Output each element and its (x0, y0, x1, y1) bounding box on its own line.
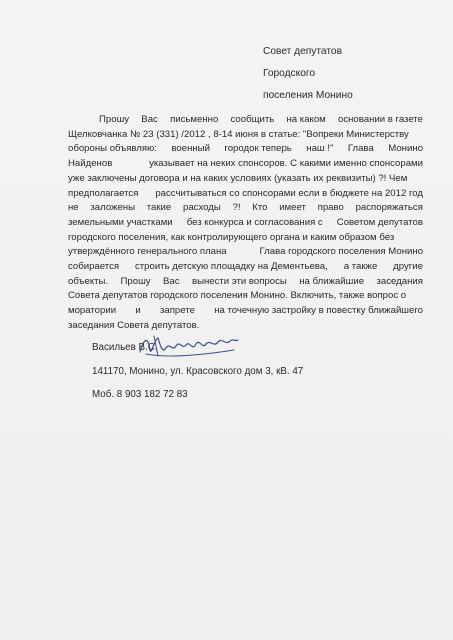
body-word: ?! (232, 202, 241, 214)
body-word: моратории (68, 305, 117, 317)
addressee-line-1: Совет депутатов (263, 46, 342, 57)
body-word: Прошу (120, 275, 151, 287)
body-word: заседания (376, 275, 423, 287)
body-word: Вас (141, 114, 158, 125)
body-word: запрете (160, 305, 195, 317)
body-word: Вас (163, 275, 180, 287)
body-word: вынести эти вопросы (191, 275, 287, 287)
body-word: заседания Совета депутатов. (68, 319, 200, 331)
body-line (68, 289, 423, 304)
body-word: расходы (182, 202, 221, 214)
body-word: Прошу (99, 114, 130, 125)
body-line (68, 216, 423, 231)
letter-body (68, 113, 423, 334)
body-line (68, 260, 423, 275)
body-word: на каком (286, 114, 326, 125)
body-line (68, 172, 423, 187)
body-line (68, 187, 423, 202)
body-word: Щелковчанка № 23 (331) /2012 , 8-14 июня в статье: "Вопреки Министерству (68, 128, 409, 140)
body-word: сообщить (230, 114, 275, 125)
body-line (68, 201, 423, 216)
body-word: и (135, 305, 141, 317)
handwritten-signature (136, 330, 241, 364)
body-line (68, 275, 423, 290)
body-line (68, 128, 423, 143)
body-word: заложены (90, 202, 135, 214)
body-line (68, 245, 423, 260)
body-word: имеет (279, 202, 306, 214)
sender-address: 141170, Монино, ул. Красовского дом 3, кВ. 47 (92, 366, 304, 377)
body-word: строить детскую площадку на Дементьева, (134, 261, 328, 273)
body-word: Глава городского поселения Монино (259, 246, 423, 258)
body-word: а также (343, 261, 378, 273)
body-word: военный (171, 143, 210, 155)
body-word: Глава (347, 143, 374, 155)
signer-name: Васильев В.С. (92, 342, 158, 353)
body-word: распоряжаться (355, 202, 423, 214)
sender-phone: Моб. 8 903 182 72 83 (92, 389, 188, 400)
addressee-line-3: поселения Монино (263, 90, 353, 101)
body-word: объекты. (68, 275, 109, 287)
body-line (68, 304, 423, 319)
body-word: предполагается (68, 187, 139, 199)
addressee-block (263, 41, 353, 107)
body-word: не (68, 202, 79, 214)
body-word: без конкурса и согласования с (186, 216, 323, 228)
body-word: такие (146, 202, 172, 214)
body-word: утверждённого генерального плана (68, 246, 227, 258)
body-word: Совета депутатов городского поселения Монино. Включить, также вопрос о (68, 290, 407, 302)
body-word: право (317, 202, 344, 214)
body-word: рассчитываться со спонсорами если в бюджете на 2012 год (155, 187, 423, 199)
body-word: основании в газете (338, 114, 423, 125)
body-word: указывает на неких спонсоров. С какими именно спонсорами (149, 158, 423, 170)
body-word: Монино (388, 143, 423, 155)
body-line (68, 142, 423, 157)
body-word: другие (393, 261, 423, 273)
body-line (68, 113, 423, 128)
body-word: обороны объявляю: (68, 143, 157, 155)
body-line (68, 157, 423, 172)
addressee-line-2: Городского (263, 68, 316, 79)
body-line (68, 319, 423, 334)
body-word: уже заключены договора и на каких условиях (указать их реквизиты) ?! Чем (68, 172, 408, 184)
body-word: на ближайшие (299, 275, 365, 287)
body-word: земельными участками (68, 216, 173, 228)
body-word: городского поселения, как контролирующего органа и каким образом без (68, 231, 395, 243)
body-line (68, 231, 423, 246)
body-word: городок теперь (224, 143, 292, 155)
body-word: собирается (68, 261, 120, 273)
body-word: Найденов (68, 158, 113, 170)
body-word: наш !" (306, 143, 334, 155)
body-word: письменно (170, 114, 219, 125)
body-word: Кто (252, 202, 268, 214)
body-word: Советом депутатов (336, 216, 423, 228)
body-word: на точечную застройку в повестку ближайшего (214, 305, 423, 317)
